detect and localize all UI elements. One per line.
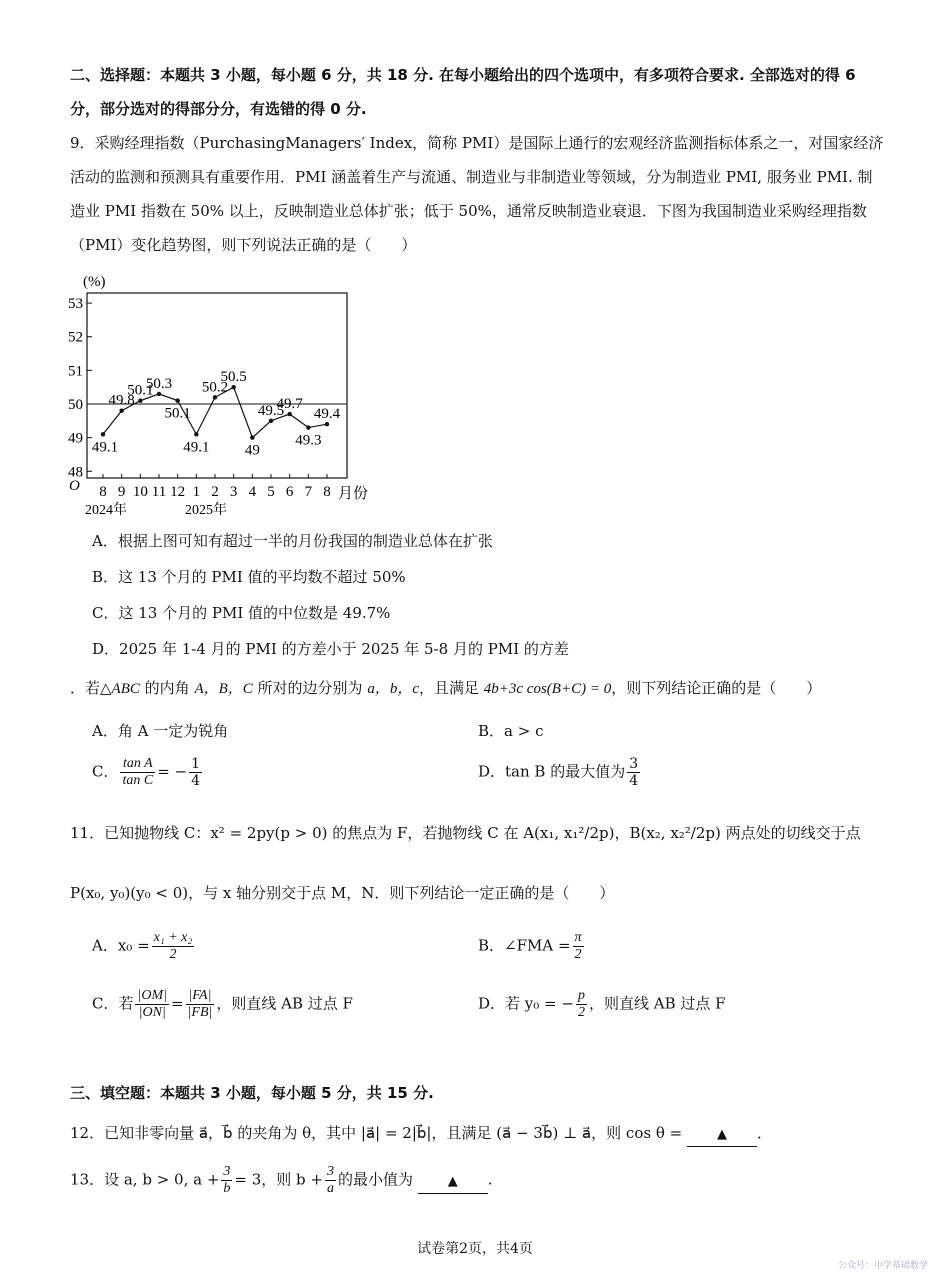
- q9-line1: 9．采购经理指数（PurchasingManagers′ Index，简称 PMI）是国际上通行的宏观经济监测指标体系之一，对国家经济: [70, 134, 884, 152]
- fraction-numerator: tan A: [120, 756, 155, 773]
- q13-answer-blank: [418, 1169, 488, 1194]
- fraction-denominator: |ON|: [138, 1005, 166, 1020]
- fraction-denominator: |FB|: [187, 1005, 213, 1020]
- x-tick-label: 11: [151, 484, 167, 500]
- q11-line1: 11．已知抛物线 C：x² = 2py(p > 0) 的焦点为 F，若抛物线 C 在 A(x₁, x₁²/2p)，B(x₂, x₂²/2p) 两点处的切线交于点: [70, 824, 861, 842]
- x-tick-label: 5: [267, 484, 275, 500]
- watermark: 公众号：中学基础数学: [837, 1261, 928, 1271]
- q9-option-b: B．这 13 个月的 PMI 值的平均数不超过 50%: [92, 568, 406, 586]
- q13-fraction-1: [221, 1164, 232, 1197]
- year-label-2024: 2024年: [85, 503, 127, 518]
- y-axis-unit-label: (%): [83, 274, 106, 290]
- q9-option-c: C．这 13 个月的 PMI 值的中位数是 49.7%: [92, 604, 391, 622]
- origin-label: O: [69, 478, 80, 494]
- data-label: 50.1: [127, 382, 154, 399]
- y-tick-label: 52: [68, 329, 83, 346]
- q11-option-c-tail: ，则直线 AB 过点 F: [216, 994, 353, 1013]
- q13-tail: .: [487, 1170, 493, 1189]
- fraction-numerator: |FA|: [186, 988, 215, 1005]
- q11-option-b-fraction: [573, 930, 584, 963]
- x-tick-label: 8: [99, 484, 107, 500]
- q11-option-c: [92, 988, 353, 1021]
- q11-option-a-fraction: [152, 930, 195, 963]
- q11-option-a-label: A．x₀ =: [92, 936, 150, 955]
- q10-mid2: 所对的边分别为: [252, 679, 368, 697]
- q11-option-d-tail: ，则直线 AB 过点 F: [588, 994, 726, 1013]
- q12-text: 12．已知非零向量 a⃗，b⃗ 的夹角为 θ，其中 |a⃗| = 2|b⃗|，且满足 (a⃗ − 3b⃗) ⊥ a⃗，则 cos θ =: [70, 1124, 683, 1142]
- q12-answer-blank: [687, 1122, 757, 1147]
- x-axis-unit-label: 月份: [338, 486, 369, 502]
- year-label-2025: 2025年: [185, 503, 227, 518]
- fraction-numerator: 1: [191, 756, 201, 772]
- y-tick-label: 49: [68, 430, 83, 447]
- q10-mid3: ，且满足: [419, 679, 484, 697]
- fraction-numerator: π: [574, 930, 582, 945]
- y-tick-label: 53: [68, 296, 83, 313]
- x-tick-label: 8: [323, 484, 331, 500]
- page-footer: 试卷第2页，共4页: [417, 1241, 533, 1257]
- q13-mid: = 3，则 b +: [234, 1170, 323, 1189]
- q13-line: [70, 1164, 493, 1197]
- y-tick-label: 50: [68, 397, 83, 413]
- fraction-numerator: 3: [629, 756, 639, 772]
- answer-triangle-icon: ▲: [716, 1127, 727, 1142]
- q10-option-a: A．角 A 一定为锐角: [92, 722, 229, 740]
- fraction-denominator: a: [327, 1181, 334, 1196]
- q11-option-b: [478, 930, 586, 963]
- q10-option-c-rhs-fraction: [189, 756, 202, 789]
- fraction-denominator: 4: [629, 773, 639, 789]
- data-label: 49.7: [276, 396, 303, 413]
- q13-prefix: 13．设 a, b > 0, a +: [70, 1170, 220, 1189]
- data-point: [231, 385, 235, 389]
- fraction-numerator: 3: [223, 1164, 231, 1179]
- data-point: [194, 432, 198, 436]
- q13-fraction-2: [325, 1164, 336, 1197]
- data-point: [101, 432, 105, 436]
- data-label: 50.2: [201, 379, 229, 396]
- q9-line3: 造业 PMI 指数在 50% 以上，反映制造业总体扩张；低于 50%，通常反映制造业衰退．下图为我国制造业采购经理指数: [70, 202, 867, 220]
- q11-option-c-fraction: [135, 988, 168, 1021]
- data-label: 50.5: [220, 369, 247, 386]
- q11-option-c-rhs-fraction: [186, 988, 215, 1021]
- q11-option-d-fraction: [576, 988, 587, 1021]
- q12-tail: ．: [756, 1124, 772, 1142]
- data-point: [175, 398, 179, 402]
- q11-option-d-label: D．若 y₀ = −: [478, 994, 574, 1013]
- q9-option-a: A．根据上图可知有超过一半的月份我国的制造业总体在扩张: [92, 532, 493, 550]
- q10-prefix: ．若△: [70, 679, 112, 697]
- data-label: 50.3: [145, 375, 173, 392]
- q10-option-c-label: C．: [92, 762, 119, 781]
- q11-option-c-label: C．若: [92, 994, 134, 1013]
- fraction-denominator: 2: [574, 947, 582, 962]
- x-tick-label: 7: [304, 484, 313, 500]
- q10-stem: [70, 677, 821, 700]
- data-point: [325, 422, 329, 426]
- data-point: [119, 409, 123, 413]
- y-tick-label: 48: [68, 464, 83, 481]
- data-label: 50.1: [164, 405, 191, 422]
- data-point: [250, 435, 254, 439]
- data-label: 49.8: [108, 392, 135, 409]
- fraction-denominator: b: [223, 1181, 231, 1196]
- q10-option-d-text: D．tan B 的最大值为: [478, 762, 626, 781]
- q10-mid1: 的内角: [139, 679, 195, 697]
- q10-sides: a，b，c: [367, 681, 419, 697]
- fraction-numerator: p: [577, 988, 585, 1003]
- q13-suffix: 的最小值为: [338, 1170, 414, 1189]
- data-label: 49.1: [183, 439, 210, 456]
- x-tick-label: 9: [117, 484, 126, 500]
- x-tick-label: 1: [192, 484, 201, 500]
- data-label: 49.5: [257, 402, 285, 419]
- x-tick-label: 4: [248, 484, 257, 500]
- q10-option-d: [478, 756, 642, 789]
- data-label: 49.3: [295, 432, 322, 449]
- x-tick-label: 10: [132, 484, 148, 500]
- section-2-header-line2: 分，部分选对的得部分分，有选错的得 0 分.: [70, 100, 367, 118]
- section-3-header: 三、填空题：本题共 3 小题，每小题 5 分，共 15 分.: [70, 1084, 434, 1102]
- q10-option-b: B．a > c: [478, 722, 544, 740]
- q10-option-c-equals: = −: [157, 762, 188, 781]
- fraction-denominator: tan C: [122, 773, 154, 788]
- data-point: [138, 398, 142, 402]
- q10-option-c: [92, 756, 204, 789]
- data-label: 49.1: [91, 439, 119, 456]
- data-label: 49.4: [313, 406, 341, 423]
- q10-triangle: ABC: [111, 681, 140, 697]
- data-point: [213, 395, 217, 399]
- q11-option-a: [92, 930, 196, 963]
- pmi-line-chart: [55, 268, 385, 518]
- q9-line4: （PMI）变化趋势图，则下列说法正确的是（ ）: [70, 236, 417, 254]
- y-axis-ticks: [68, 296, 92, 480]
- data-point: [269, 419, 273, 423]
- q10-option-c-fraction: [120, 756, 155, 789]
- x-tick-label: 2: [211, 484, 219, 500]
- data-label: 49: [244, 442, 260, 459]
- fraction-denominator: 2: [577, 1005, 585, 1020]
- answer-triangle-icon: ▲: [447, 1173, 458, 1189]
- x-tick-label: 6: [285, 484, 294, 500]
- q11-line2: P(x₀, y₀)(y₀ < 0)，与 x 轴分别交于点 M，N．则下列结论一定正确的是（ ）: [70, 884, 615, 902]
- fraction-denominator: 4: [191, 773, 201, 789]
- y-tick-label: 51: [68, 363, 83, 380]
- fraction-numerator: 3: [327, 1164, 334, 1179]
- fraction-numerator: |OM|: [137, 988, 167, 1003]
- q12-line: [70, 1122, 772, 1147]
- fraction-numerator: x₁ + x₂: [153, 930, 193, 945]
- x-tick-label: 3: [229, 484, 238, 500]
- q11-option-c-equals: =: [170, 994, 184, 1013]
- fraction-denominator: 2: [169, 947, 177, 962]
- data-point: [157, 392, 161, 396]
- q10-condition: 4b+3c cos(B+C) = 0: [483, 681, 612, 697]
- q9-option-d: D．2025 年 1-4 月的 PMI 的方差小于 2025 年 5-8 月的 PMI 的方差: [92, 640, 569, 658]
- pmi-data-points: [92, 369, 341, 458]
- x-tick-label: 12: [170, 484, 186, 500]
- q10-suffix: ，则下列结论正确的是（ ）: [611, 679, 822, 697]
- q11-option-d: [478, 988, 726, 1021]
- data-point: [306, 425, 310, 429]
- q9-line2: 活动的监测和预测具有重要作用．PMI 涵盖着生产与流通、制造业与非制造业等领域，分为制造业 PMI, 服务业 PMI. 制: [70, 168, 873, 186]
- q10-angles: A，B，C: [194, 681, 253, 697]
- q10-option-d-fraction: [627, 756, 640, 789]
- section-2-header-line1: 二、选择题：本题共 3 小题，每小题 6 分，共 18 分. 在每小题给出的四个选项中，有多项符合要求. 全部选对的得 6: [70, 66, 856, 84]
- q11-option-b-label: B．∠FMA =: [478, 936, 571, 955]
- data-point: [287, 412, 291, 416]
